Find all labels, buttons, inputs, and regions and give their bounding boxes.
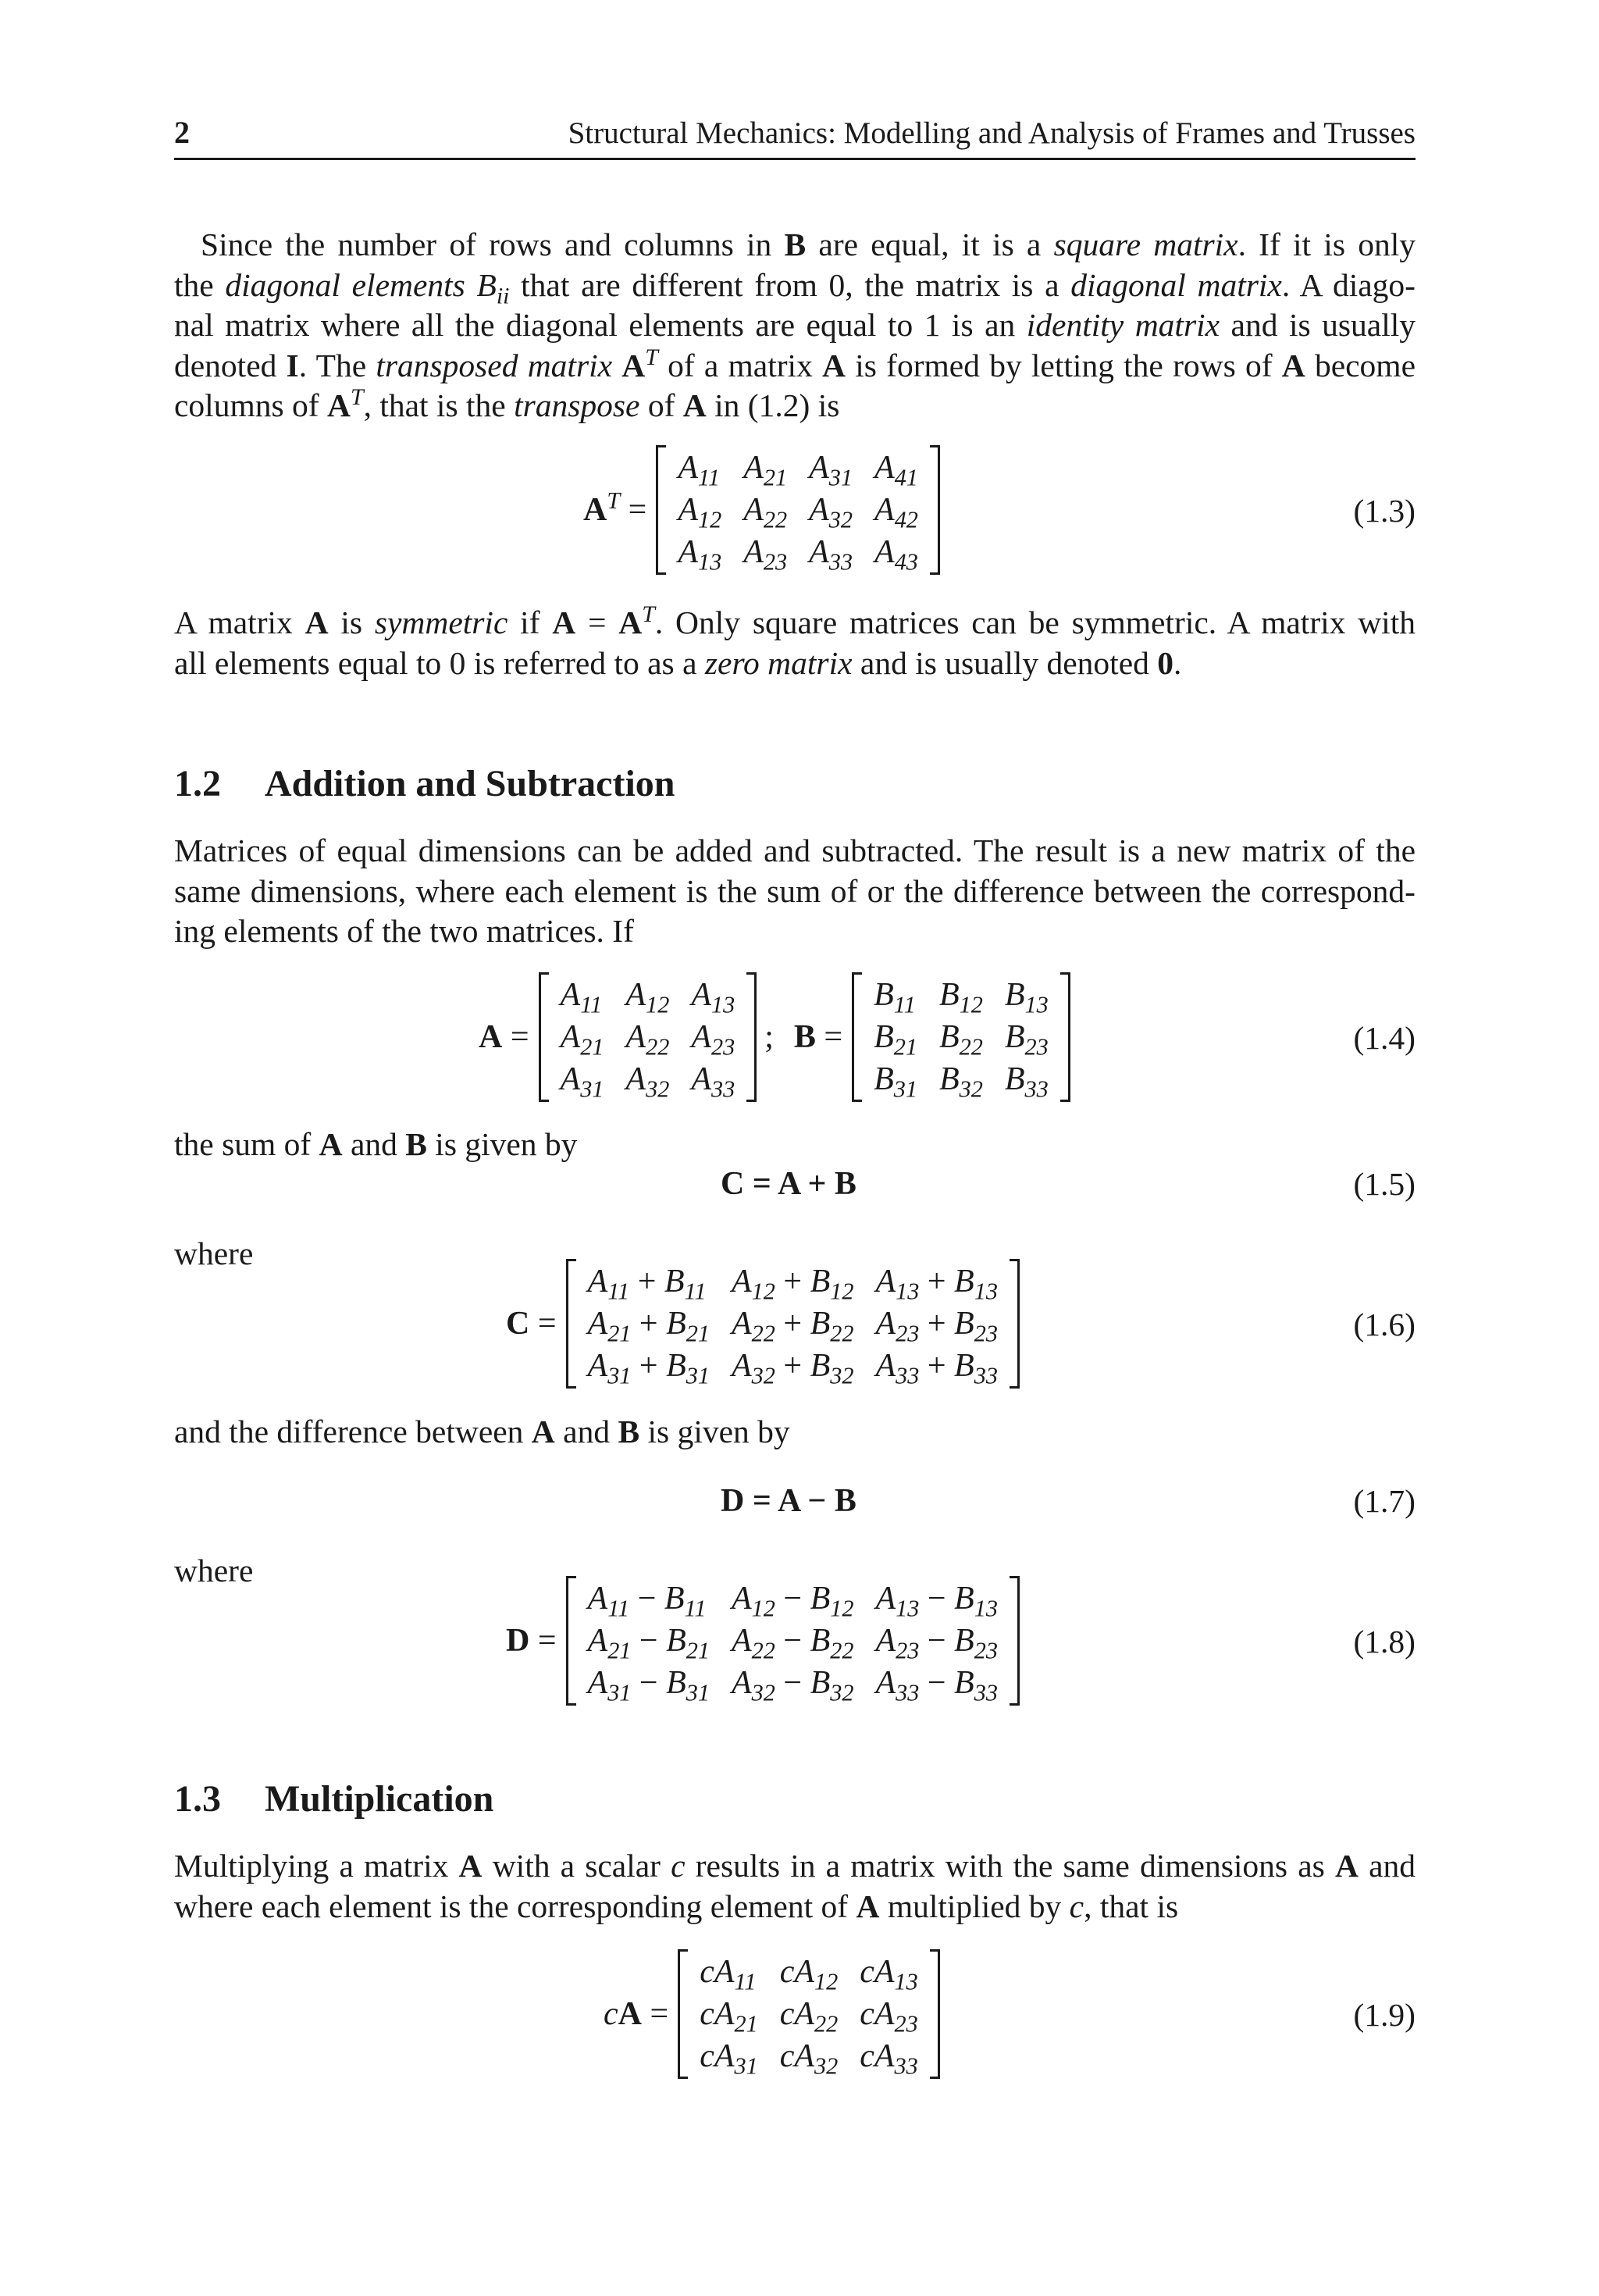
matrix-row xyxy=(550,1058,746,1100)
matrix-element: $A_{11} - B_{11}$ xyxy=(587,1581,707,1622)
matrix-element: $cA_{22}$ xyxy=(779,1996,839,2038)
matrix-a xyxy=(539,972,757,1102)
matrix-element: $A_{11}$ xyxy=(678,450,721,491)
equation-d-difference: D = A − B xyxy=(721,1483,856,1519)
equation-1-9: cA = $cA_{11}$ $cA_{12}$ $cA_{13}$ $cA_{21}$ $cA_{22}$ $cA_{23}$ $cA_{31}$ $cA_{32}$ $cA_{33}$ (1.9) xyxy=(174,1949,1416,2082)
section-heading-1-2: 1.2 Addition and Subtraction xyxy=(174,763,675,804)
matrix-element: $A_{13}$ xyxy=(691,977,735,1018)
matrix-element: $cA_{32}$ xyxy=(779,2038,839,2080)
page-number: 2 xyxy=(174,115,190,150)
matrix-row xyxy=(667,531,929,573)
matrix-row xyxy=(863,974,1059,1016)
matrix-row xyxy=(577,1578,1009,1620)
equation-number: (1.6) xyxy=(1353,1307,1416,1342)
paragraph-diff-intro: and the difference between A and B is given by xyxy=(174,1414,790,1449)
matrix-element: $A_{12} - B_{12}$ xyxy=(732,1581,854,1622)
matrix-element: $A_{23}$ xyxy=(743,534,788,576)
matrix-element: $A_{31}$ xyxy=(809,450,853,491)
matrix-element: $A_{21} + B_{21}$ xyxy=(587,1306,710,1347)
matrix-element: $B_{21}$ xyxy=(874,1019,917,1061)
matrix-element: $cA_{11}$ xyxy=(700,1954,757,1995)
paragraph-addition: Matrices of equal dimensions can be added and subtracted. The result is a new matrix of the same dimensions, where each element is the sum of or the difference between the correspond- ing elements of the two matrices. If xyxy=(174,832,1416,949)
matrix-element: $A_{23} + B_{23}$ xyxy=(875,1306,998,1347)
equation-number: (1.7) xyxy=(1353,1483,1416,1519)
equation-1-7 xyxy=(174,1482,1416,1529)
matrix-element: $B_{13}$ xyxy=(1004,977,1049,1018)
matrix-element: $A_{21} - B_{21}$ xyxy=(587,1623,710,1664)
matrix-element: $A_{23} - B_{23}$ xyxy=(875,1623,998,1664)
equation-1-4: A = $A_{11}$ $A_{12}$ $A_{13}$ $A_{21}$ $A_{22}$ $A_{23}$ $A_{31}$ $A_{32}$ $A_{33}$ ; B = $B_{11}$ $B_{12}$ $B_{13}$ $B_{21}$ $B_{22}$ $B_{23}$ $B_{31}$ $B_{32}$ $B_{33}$ (1.4) xyxy=(174,972,1416,1105)
matrix-element: $A_{23}$ xyxy=(691,1019,735,1061)
matrix-ca xyxy=(678,1949,940,2079)
matrix-element: $A_{11}$ xyxy=(560,977,603,1018)
matrix-element: $A_{31} - B_{31}$ xyxy=(587,1665,710,1706)
matrix-element: $A_{32} - B_{32}$ xyxy=(732,1665,854,1706)
matrix-element: $B_{33}$ xyxy=(1004,1061,1049,1103)
matrix-row xyxy=(863,1058,1059,1100)
label-where: where xyxy=(174,1235,254,1271)
matrix-element: $A_{43}$ xyxy=(874,534,918,576)
matrix-element: $A_{33} - B_{33}$ xyxy=(875,1665,998,1706)
matrix-element: $B_{11}$ xyxy=(874,977,916,1018)
matrix-element: $B_{12}$ xyxy=(938,977,983,1018)
matrix-element: $A_{42}$ xyxy=(874,492,918,533)
section-heading-1-3: 1.3 Multiplication xyxy=(174,1778,494,1820)
matrix-element: $A_{12} + B_{12}$ xyxy=(732,1264,854,1305)
matrix-row xyxy=(689,1951,929,1993)
matrix-row xyxy=(577,1662,1009,1704)
matrix-element: $A_{22} + B_{22}$ xyxy=(732,1306,854,1347)
matrix-element: $A_{32}$ xyxy=(809,492,853,533)
equation-1-3: $A^T$ = $A_{11}$ $A_{21}$ $A_{31}$ $A_{41}$ $A_{12}$ $A_{22}$ $A_{32}$ $A_{42}$ $A_{13}$ $A_{23}$ $A_{33}$ $A_{43}$ (1.3) xyxy=(174,445,1416,578)
matrix-d xyxy=(566,1576,1020,1706)
matrix-element: $A_{31}$ xyxy=(560,1061,604,1103)
matrix-element: $A_{41}$ xyxy=(874,450,918,491)
matrix-element: $cA_{33}$ xyxy=(860,2038,918,2080)
running-head xyxy=(174,114,1416,160)
paragraph-sum-intro: the sum of A and B is given by xyxy=(174,1126,578,1162)
matrix-element: $A_{22}$ xyxy=(743,492,788,533)
matrix-row xyxy=(667,489,929,531)
matrix-element: $A_{21}$ xyxy=(743,450,788,491)
matrix-element: $A_{33} + B_{33}$ xyxy=(875,1348,998,1389)
matrix-element: $B_{23}$ xyxy=(1004,1019,1049,1061)
matrix-row xyxy=(577,1260,1009,1303)
page xyxy=(174,0,1416,2296)
paragraph-square-matrix: Since the number of rows and columns in B are equal, it is a square matrix. If it is only the diagonal elements $B_{ii}$ that are different from 0, the matrix is a diagonal matrix. A diago- nal matrix where all the diagonal elements are equal to 1 is an identity matrix and is usually denoted I. The transposed matrix $A^T$ of a matrix A is formed by letting the rows of A become columns of $A^T$, that is the transpose of A in (1.2) is xyxy=(174,226,1416,423)
equation-c-sum: C = A + B xyxy=(721,1166,856,1202)
matrix-element: $A_{33}$ xyxy=(809,534,853,576)
paragraph-symmetric: A matrix A is symmetric if $A = A^T$. Only square matrices can be symmetric. A matrix with all elements equal to 0 is referred to as a zero matrix and is usually denoted 0. xyxy=(174,601,1416,681)
matrix-element: $A_{13}$ xyxy=(678,534,722,576)
equation-number: (1.9) xyxy=(1353,1997,1416,2033)
matrix-element: $cA_{23}$ xyxy=(860,1996,918,2038)
running-title: Structural Mechanics: Modelling and Analysis of Frames and Trusses xyxy=(568,116,1416,150)
matrix-row xyxy=(667,447,929,489)
matrix-row xyxy=(577,1620,1009,1662)
equation-number: (1.8) xyxy=(1353,1624,1416,1660)
matrix-row xyxy=(689,2035,929,2077)
equation-1-5 xyxy=(174,1165,1416,1212)
matrix-row xyxy=(577,1303,1009,1345)
matrix-element: $A_{22} - B_{22}$ xyxy=(732,1623,854,1664)
matrix-element: $A_{31} + B_{31}$ xyxy=(587,1348,710,1389)
equation-number: (1.4) xyxy=(1353,1020,1416,1056)
matrix-element: $A_{33}$ xyxy=(691,1061,735,1103)
label-where: where xyxy=(174,1553,254,1588)
matrix-row xyxy=(689,1993,929,2035)
matrix-row xyxy=(577,1345,1009,1387)
matrix-element: $A_{13} + B_{13}$ xyxy=(875,1264,998,1305)
matrix-element: $A_{12}$ xyxy=(625,977,670,1018)
matrix-element: $cA_{12}$ xyxy=(779,1954,839,1995)
matrix-element: $B_{31}$ xyxy=(874,1061,917,1103)
matrix-row xyxy=(550,974,746,1016)
matrix-element: $A_{32} + B_{32}$ xyxy=(732,1348,854,1389)
matrix-element: $A_{12}$ xyxy=(678,492,722,533)
matrix-element: $B_{22}$ xyxy=(938,1019,983,1061)
matrix-element: $cA_{13}$ xyxy=(860,1954,918,1995)
matrix-element: $A_{13} - B_{13}$ xyxy=(875,1581,998,1622)
matrix-element: $A_{32}$ xyxy=(625,1061,670,1103)
matrix-row xyxy=(863,1016,1059,1058)
matrix-element: $A_{22}$ xyxy=(625,1019,670,1061)
matrix-element: $A_{21}$ xyxy=(560,1019,604,1061)
matrix-element: $cA_{21}$ xyxy=(700,1996,758,2038)
matrix-a-transpose xyxy=(656,445,940,575)
equation-number: (1.5) xyxy=(1353,1166,1416,1202)
matrix-element: $A_{11} + B_{11}$ xyxy=(587,1264,707,1305)
equation-1-8: D = $A_{11} - B_{11}$ $A_{12} - B_{12}$ $A_{13} - B_{13}$ $A_{21} - B_{21}$ $A_{22} - B_{22}$ $A_{23} - B_{23}$ $A_{31} - B_{31}$ $A_{32} - B_{32}$ $A_{33} - B_{33}$ (1.8) xyxy=(174,1576,1416,1709)
matrix-element: $B_{32}$ xyxy=(938,1061,983,1103)
equation-number: (1.3) xyxy=(1353,493,1416,529)
matrix-row xyxy=(550,1016,746,1058)
paragraph-multiplication: Multiplying a matrix A with a scalar c results in a matrix with the same dimensions as A and where each element is the corresponding element of A multiplied by c, that is xyxy=(174,1848,1416,1924)
matrix-c xyxy=(566,1259,1020,1389)
matrix-b xyxy=(852,972,1070,1102)
matrix-element: $cA_{31}$ xyxy=(700,2038,758,2080)
equation-1-6: C = $A_{11} + B_{11}$ $A_{12} + B_{12}$ $A_{13} + B_{13}$ $A_{21} + B_{21}$ $A_{22} + B_{22}$ $A_{23} + B_{23}$ $A_{31} + B_{31}$ $A_{32} + B_{32}$ $A_{33} + B_{33}$ (1.6) xyxy=(174,1259,1416,1392)
